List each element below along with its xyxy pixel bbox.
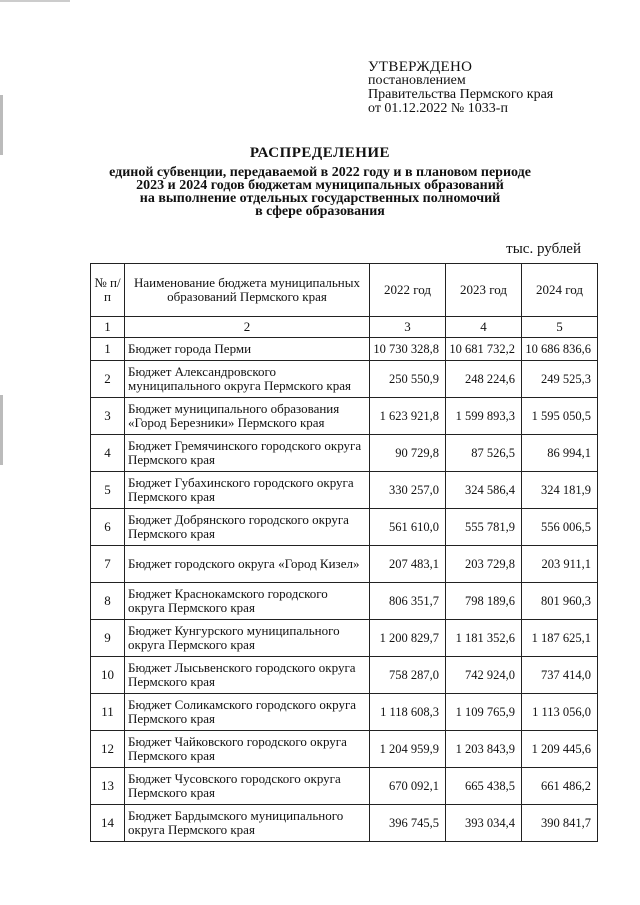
row-value-2024: 1 113 056,0 (522, 694, 598, 731)
row-value-2024: 10 686 836,6 (522, 338, 598, 361)
document-subtitle (0, 166, 640, 218)
row-name: Бюджет города Перми (125, 338, 370, 361)
header-2024: 2024 год (522, 264, 598, 317)
row-name: Бюджет Гремячинского городского округа Пермского края (125, 435, 370, 472)
row-name: Бюджет Соликамского городского округа Пермского края (125, 694, 370, 731)
row-value-2023: 1 109 765,9 (446, 694, 522, 731)
row-num: 2 (91, 361, 125, 398)
row-value-2024: 203 911,1 (522, 546, 598, 583)
header-name: Наименование бюджета муниципальных образований Пермского края (125, 264, 370, 317)
row-value-2024: 737 414,0 (522, 657, 598, 694)
row-value-2022: 250 550,9 (370, 361, 446, 398)
row-name: Бюджет Лысьвенского городского округа Пермского края (125, 657, 370, 694)
subsidy-table (90, 263, 598, 842)
column-index: 2 (125, 317, 370, 338)
row-value-2023: 248 224,6 (446, 361, 522, 398)
row-num: 9 (91, 620, 125, 657)
row-value-2023: 1 599 893,3 (446, 398, 522, 435)
row-name: Бюджет Краснокамского городского округа Пермского края (125, 583, 370, 620)
row-num: 10 (91, 657, 125, 694)
table-row (91, 583, 598, 620)
table-row (91, 472, 598, 509)
row-name: Бюджет Александровского муниципального округа Пермского края (125, 361, 370, 398)
row-value-2022: 207 483,1 (370, 546, 446, 583)
row-num: 6 (91, 509, 125, 546)
scan-edge-mark (0, 395, 3, 465)
row-value-2023: 742 924,0 (446, 657, 522, 694)
row-value-2023: 1 203 843,9 (446, 731, 522, 768)
row-num: 7 (91, 546, 125, 583)
table-row (91, 731, 598, 768)
row-num: 14 (91, 805, 125, 842)
row-num: 8 (91, 583, 125, 620)
row-num: 12 (91, 731, 125, 768)
row-value-2024: 324 181,9 (522, 472, 598, 509)
row-value-2022: 758 287,0 (370, 657, 446, 694)
row-value-2022: 10 730 328,8 (370, 338, 446, 361)
subtitle-line: на выполнение отдельных государственных полномочий (139, 191, 501, 206)
subtitle-line: единой субвенции, передаваемой в 2022 году и в плановом периоде (109, 165, 531, 180)
row-value-2022: 561 610,0 (370, 509, 446, 546)
header-2023: 2023 год (446, 264, 522, 317)
approval-heading: УТВЕРЖДЕНО (368, 59, 473, 75)
row-num: 13 (91, 768, 125, 805)
row-name: Бюджет Чайковского городского округа Пермского края (125, 731, 370, 768)
row-value-2023: 10 681 732,2 (446, 338, 522, 361)
approval-line: Правительства Пермского края (368, 87, 554, 102)
header-2022: 2022 год (370, 264, 446, 317)
row-value-2024: 390 841,7 (522, 805, 598, 842)
row-num: 5 (91, 472, 125, 509)
row-value-2024: 249 525,3 (522, 361, 598, 398)
table-row (91, 694, 598, 731)
row-value-2023: 393 034,4 (446, 805, 522, 842)
table-row (91, 435, 598, 472)
units-label: тыс. рублей (506, 241, 581, 257)
row-value-2023: 798 189,6 (446, 583, 522, 620)
row-value-2024: 1 595 050,5 (522, 398, 598, 435)
row-value-2022: 1 200 829,7 (370, 620, 446, 657)
table-row (91, 338, 598, 361)
row-value-2022: 1 623 921,8 (370, 398, 446, 435)
row-value-2022: 670 092,1 (370, 768, 446, 805)
row-value-2023: 87 526,5 (446, 435, 522, 472)
row-value-2024: 801 960,3 (522, 583, 598, 620)
subtitle-line: 2023 и 2024 годов бюджетам муниципальных образований (136, 178, 504, 193)
row-value-2022: 1 204 959,9 (370, 731, 446, 768)
approval-line: от 01.12.2022 № 1033-п (368, 101, 508, 116)
column-index: 1 (91, 317, 125, 338)
row-name: Бюджет городского округа «Город Кизел» (125, 546, 370, 583)
approval-line: постановлением (368, 73, 466, 88)
row-name: Бюджет Добрянского городского округа Пермского края (125, 509, 370, 546)
row-value-2023: 1 181 352,6 (446, 620, 522, 657)
row-value-2023: 324 586,4 (446, 472, 522, 509)
row-value-2023: 555 781,9 (446, 509, 522, 546)
row-name: Бюджет Бардымского муниципального округа Пермского края (125, 805, 370, 842)
row-num: 1 (91, 338, 125, 361)
row-num: 3 (91, 398, 125, 435)
row-value-2022: 1 118 608,3 (370, 694, 446, 731)
row-name: Бюджет муниципального образования «Город Березники» Пермского края (125, 398, 370, 435)
table-row (91, 805, 598, 842)
scan-top-mark (0, 0, 70, 2)
approval-stamp (368, 60, 553, 116)
column-index-row (91, 317, 598, 338)
column-index: 5 (522, 317, 598, 338)
row-num: 4 (91, 435, 125, 472)
row-value-2023: 665 438,5 (446, 768, 522, 805)
row-name: Бюджет Губахинского городского округа Пермского края (125, 472, 370, 509)
table-row (91, 620, 598, 657)
row-value-2024: 1 187 625,1 (522, 620, 598, 657)
row-num: 11 (91, 694, 125, 731)
row-value-2024: 86 994,1 (522, 435, 598, 472)
table-row (91, 768, 598, 805)
table-header-row (91, 264, 598, 317)
subtitle-line: в сфере образования (255, 204, 385, 219)
table-row (91, 509, 598, 546)
table-row (91, 546, 598, 583)
column-index: 3 (370, 317, 446, 338)
row-value-2023: 203 729,8 (446, 546, 522, 583)
row-name: Бюджет Чусовского городского округа Пермского края (125, 768, 370, 805)
row-value-2022: 90 729,8 (370, 435, 446, 472)
column-index: 4 (446, 317, 522, 338)
row-name: Бюджет Кунгурского муниципального округа Пермского края (125, 620, 370, 657)
table-row (91, 361, 598, 398)
header-num: № п/п (91, 264, 125, 317)
row-value-2024: 1 209 445,6 (522, 731, 598, 768)
row-value-2024: 661 486,2 (522, 768, 598, 805)
document-title: РАСПРЕДЕЛЕНИЕ (249, 145, 391, 161)
row-value-2022: 806 351,7 (370, 583, 446, 620)
table-row (91, 398, 598, 435)
row-value-2022: 396 745,5 (370, 805, 446, 842)
row-value-2022: 330 257,0 (370, 472, 446, 509)
row-value-2024: 556 006,5 (522, 509, 598, 546)
table-row (91, 657, 598, 694)
